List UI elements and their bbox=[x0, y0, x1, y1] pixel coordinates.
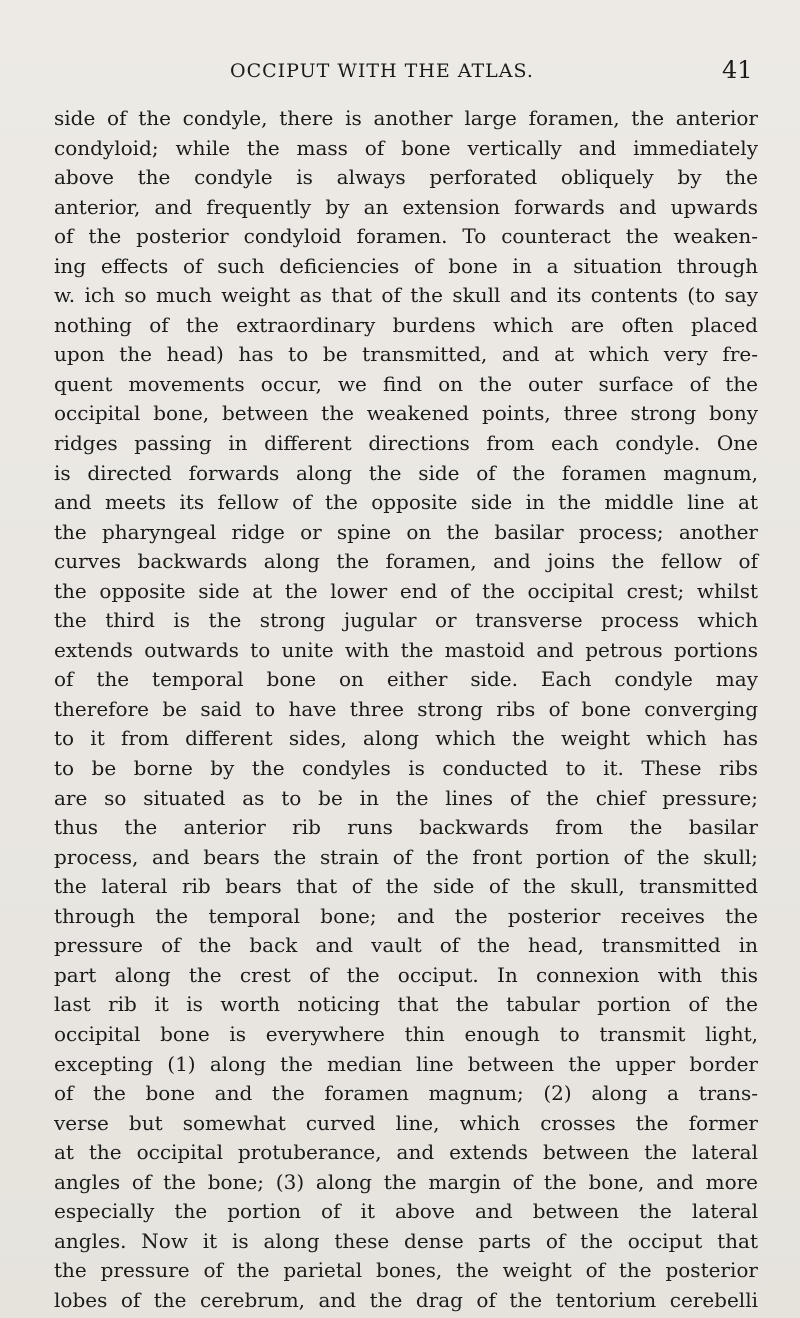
text-line: angles. Now it is along these dense parts of the occiput that bbox=[54, 1228, 758, 1253]
text-line: the pharyngeal ridge or spine on the basilar process; another bbox=[54, 519, 758, 544]
text-line: ing effects of such deficiencies of bone in a situation through bbox=[54, 253, 758, 278]
text-line: upon the head) has to be transmitted, and at which very fre- bbox=[54, 342, 758, 367]
text-line: last rib it is worth noticing that the tabular portion of the bbox=[54, 992, 758, 1017]
text-line: is directed forwards along the side of the foramen magnum, bbox=[54, 460, 758, 485]
text-line: the pressure of the parietal bones, the weight of the posterior bbox=[54, 1258, 758, 1283]
text-line: the opposite side at the lower end of the occipital crest; whilst bbox=[54, 578, 758, 603]
text-line: part along the crest of the occiput. In connexion with this bbox=[54, 962, 758, 987]
text-line: ridges passing in different directions from each condyle. One bbox=[54, 431, 758, 456]
text-line: are so situated as to be in the lines of the chief pressure; bbox=[54, 785, 758, 810]
body-text bbox=[54, 104, 758, 1315]
text-line: condyloid; while the mass of bone vertically and immediately bbox=[54, 135, 758, 160]
text-line: especially the portion of it above and between the lateral bbox=[54, 1199, 758, 1224]
text-line: occipital bone, between the weakened points, three strong bony bbox=[54, 401, 758, 426]
text-line: of the bone and the foramen magnum; (2) along a trans- bbox=[54, 1081, 758, 1106]
text-line: the third is the strong jugular or transverse process which bbox=[54, 608, 758, 633]
text-line: process, and bears the strain of the front portion of the skull; bbox=[54, 844, 758, 869]
text-line: thus the anterior rib runs backwards from the basilar bbox=[54, 815, 758, 840]
text-line: anterior, and frequently by an extension forwards and upwards bbox=[54, 194, 758, 219]
text-line: angles of the bone; (3) along the margin of the bone, and more bbox=[54, 1169, 758, 1194]
text-line: nothing of the extraordinary burdens which are often placed bbox=[54, 312, 758, 337]
text-line: quent movements occur, we find on the outer surface of the bbox=[54, 371, 758, 396]
text-line: w. ich so much weight as that of the skull and its contents (to say bbox=[54, 283, 758, 308]
text-line: to be borne by the condyles is conducted to it. These ribs bbox=[54, 756, 758, 781]
text-line: through the temporal bone; and the posterior receives the bbox=[54, 903, 758, 928]
text-line: pressure of the back and vault of the head, transmitted in bbox=[54, 933, 758, 958]
text-line: of the temporal bone on either side. Each condyle may bbox=[54, 667, 758, 692]
text-line: occipital bone is everywhere thin enough to transmit light, bbox=[54, 1021, 758, 1046]
text-line: of the posterior condyloid foramen. To counteract the weaken- bbox=[54, 224, 758, 249]
text-line: at the occipital protuberance, and extends between the lateral bbox=[54, 1140, 758, 1165]
text-line: and meets its fellow of the opposite side in the middle line at bbox=[54, 490, 758, 515]
page-header bbox=[0, 56, 800, 90]
text-line: extends outwards to unite with the mastoid and petrous portions bbox=[54, 637, 758, 662]
running-head: OCCIPUT WITH THE ATLAS. bbox=[230, 60, 534, 82]
text-line: above the condyle is always perforated obliquely by the bbox=[54, 165, 758, 190]
text-line: the lateral rib bears that of the side of the skull, transmitted bbox=[54, 874, 758, 899]
text-line: therefore be said to have three strong ribs of bone converging bbox=[54, 696, 758, 721]
text-line: lobes of the cerebrum, and the drag of the tentorium cerebelli bbox=[54, 1287, 758, 1312]
page-number: 41 bbox=[722, 56, 753, 84]
text-line: verse but somewhat curved line, which crosses the former bbox=[54, 1110, 758, 1135]
text-line: curves backwards along the foramen, and joins the fellow of bbox=[54, 549, 758, 574]
text-line: to it from different sides, along which the weight which has bbox=[54, 726, 758, 751]
text-line: side of the condyle, there is another large foramen, the anterior bbox=[54, 106, 758, 130]
text-line: excepting (1) along the median line between the upper border bbox=[54, 1051, 758, 1076]
